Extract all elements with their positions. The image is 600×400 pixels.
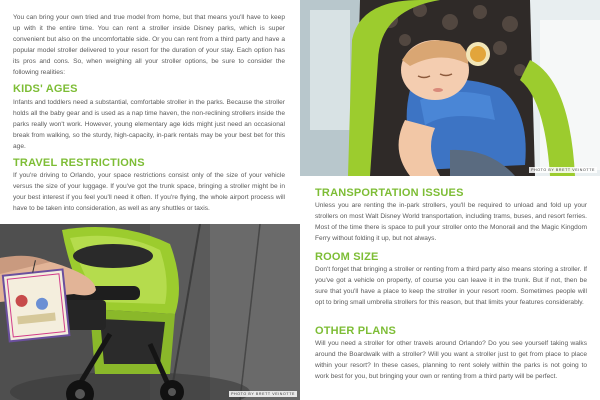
other-plans-paragraph: Will you need a stroller for other travels around Orlando? Do you see yourself taking walks around the Boardwalk with a stroller? Will you want a stroller just to get from place to place within your resort? In these cases, planning to rent solely within the parks is not going to work best for you, but bringing your own or renting from a third party will be perfect. xyxy=(315,340,587,380)
kids-ages-paragraph: Infants and toddlers need a substantial, comfortable stroller in the parks. Because the stroller holds all the baby gear and is used as a nap time haven, the non-reclining strollers inside the parks really won't work. However, young elementary age kids might just need an occasional break from walking, so the sturdy, high-capacity, in-park rentals may be your best bet for this age. xyxy=(13,99,285,150)
intro-paragraph: You can bring your own tried and true model from home, but that means you'll have to keep up with it the entire time. You can rent a stroller inside Disney parks, which is super convenient but also on the uncomfortable side. Or you can rent from a third party and have a popular model stroller delivered to your resort for the duration of your stay. Each option has its pros and cons. So, when weighing all your stroller options, be sure to consider the following realities: xyxy=(13,14,285,76)
sleeping-child-photo-credit: PHOTO BY BRETT VEINOTTE xyxy=(531,168,595,172)
room-size-paragraph: Don't forget that bringing a stroller or renting from a third party also means storing a stroller. If you've got a vehicle on property, of course you can leave it in the trunk. But if not, then be sure that you'll have a place to keep the stroller in your resort room. Sometimes people will opt to bring small umbrella strollers for this reason, but that limits your features considerably. xyxy=(315,266,587,306)
room-size-heading: ROOM SIZE xyxy=(315,251,379,263)
stroller-photo-credit: PHOTO BY BRETT VEINOTTE xyxy=(231,392,295,396)
transportation-issues-paragraph: Unless you are renting the in-park strollers, you'll be required to unload and fold up your strollers on most Walt Disney World transportation, including trams, buses, and resort ferries. Most of the time there is space to pull your stroller onto the Monorail and the Magic Kingdom Ferry without folding it up, but not always. xyxy=(315,202,587,242)
kids-ages-heading: KIDS' AGES xyxy=(13,83,78,95)
transportation-issues-heading: TRANSPORTATION ISSUES xyxy=(315,187,464,199)
stroller-photo-art xyxy=(0,224,300,400)
travel-restrictions-paragraph: If you're driving to Orlando, your space restrictions consist only of the size of your vehicle versus the size of your luggage. If you've got the trunk space, bringing a stroller might be in your best interest if you feel you'll need it often. If you're flying, the whole airport process will have to be taken into consideration, as well as any shuttles or taxis. xyxy=(13,172,285,212)
travel-restrictions-heading: TRAVEL RESTRICTIONS xyxy=(13,157,145,169)
other-plans-heading: OTHER PLANS xyxy=(315,325,397,337)
sleeping-child-photo xyxy=(300,0,600,176)
sleeping-child-photo-art xyxy=(300,0,600,176)
stroller-photo xyxy=(0,224,300,400)
